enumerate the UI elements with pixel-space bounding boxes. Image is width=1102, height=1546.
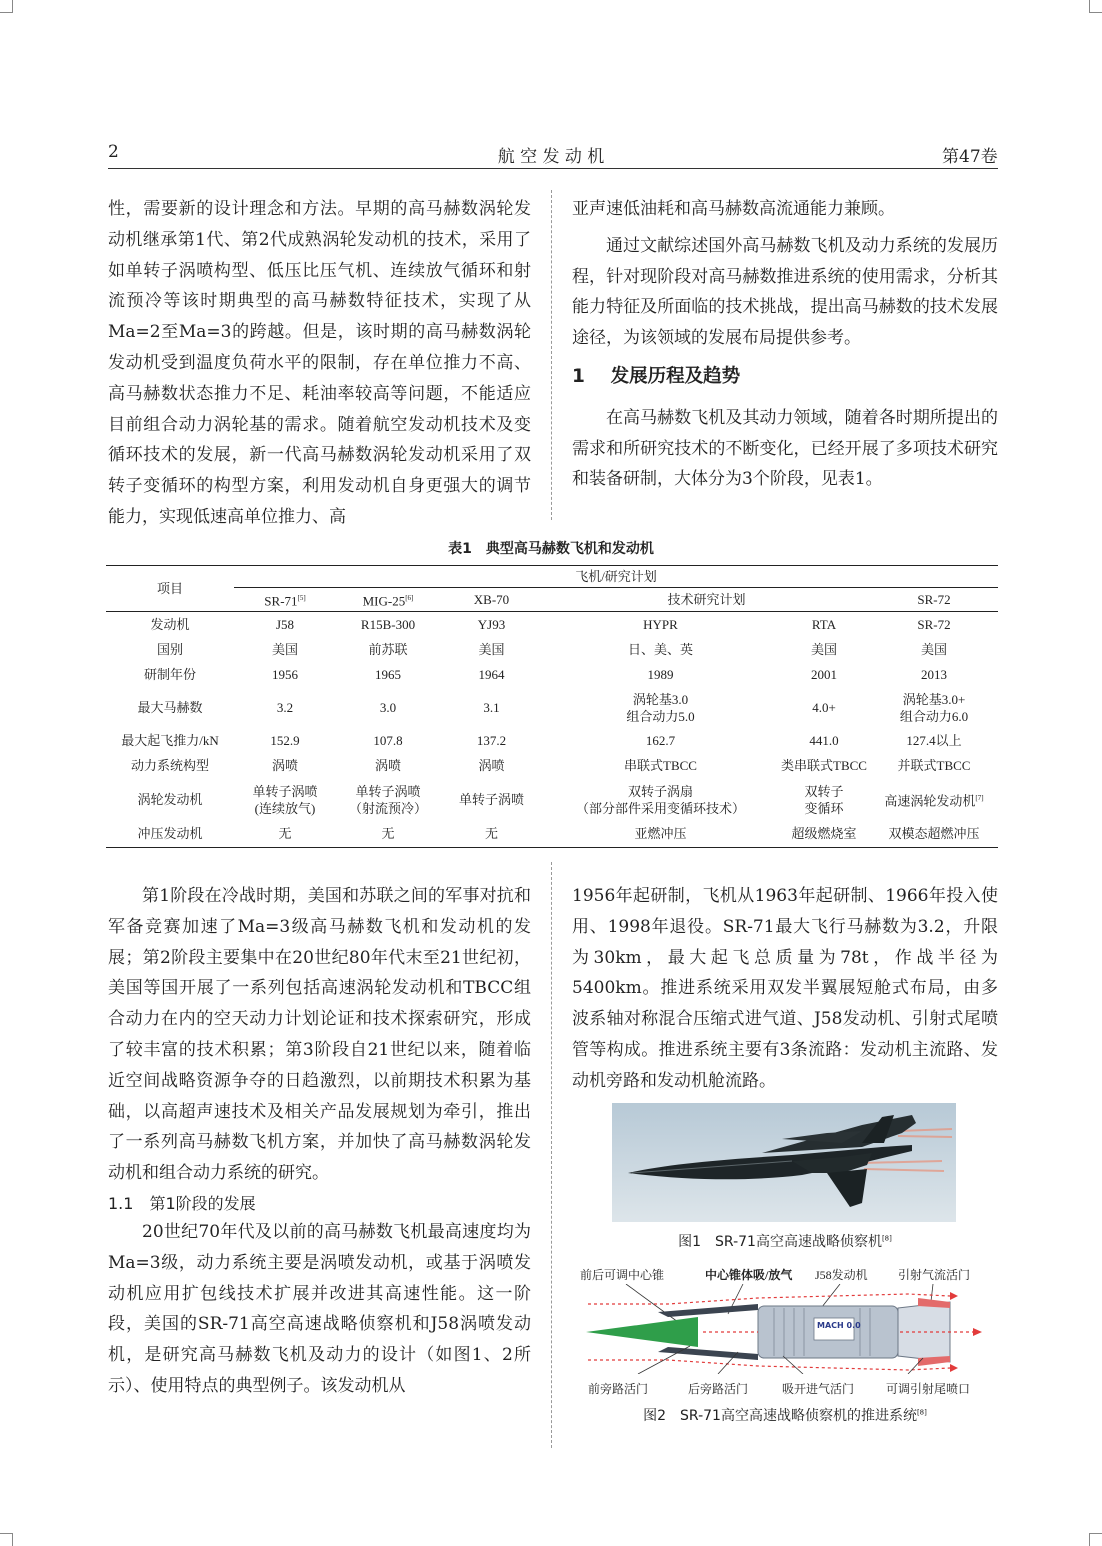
table-cell: 2001: [811, 667, 837, 682]
paragraph: 在高马赫数飞机及其动力领域，随着各时期所提出的需求和所研究技术的不断变化，已经开展了多项技术研究和装备研制，大体分为3个阶段，见表1。: [572, 407, 998, 490]
page-number: 2: [108, 142, 119, 162]
table-cell: 涡轮基3.0+ 组合动力6.0: [899, 691, 969, 724]
table-cell: 162.7: [645, 732, 676, 748]
table-cell: 涡喷: [271, 758, 298, 773]
table-row: [106, 753, 998, 779]
table-1: [106, 565, 998, 848]
table-cell: 双模态超燃冲压: [870, 821, 998, 848]
subsection-heading: 1.1 第1阶段的发展: [108, 1193, 256, 1213]
table-row: [106, 638, 998, 662]
table-row: [106, 728, 998, 753]
journal-title: 航 空 发 动 机: [497, 147, 605, 167]
table-header-group: 飞机/研究计划: [234, 566, 998, 588]
table-cell: RTA: [811, 617, 837, 633]
table-cell: 无: [234, 821, 336, 848]
table-header-sr72: SR-72: [870, 588, 998, 612]
label-rear-bypass: 后旁路活门: [688, 1382, 749, 1396]
table-cell: 涡喷: [374, 758, 401, 773]
table-header-item: 项目: [106, 566, 234, 612]
table-row-label: 最大马赫数: [137, 700, 203, 715]
table-row-label: 国别: [156, 642, 183, 657]
table-cell: 日、美、英: [627, 642, 693, 657]
table-cell: 涡喷: [478, 758, 505, 773]
table-cell: 2013: [921, 667, 947, 682]
crop-mark-bottom-left: [0, 1533, 13, 1546]
table-cell: 超级燃烧室: [778, 821, 870, 848]
section-heading: [572, 362, 998, 393]
label-front-rear-spike: 前后可调中心锥: [580, 1268, 665, 1282]
table-cell: 单转子涡喷 （射流预冷）: [348, 783, 427, 816]
table-cell: 美国: [478, 642, 505, 657]
figure-1-photo: [612, 1103, 956, 1222]
crop-mark-bottom-right: [1089, 1533, 1102, 1546]
table-cell: 441.0: [809, 732, 839, 748]
table-cell: 美国: [810, 642, 837, 657]
left-column-bottom: [108, 881, 531, 1402]
table-cell: 亚燃冲压: [543, 821, 778, 848]
label-suck-in-door: 吸开进气活门: [782, 1382, 855, 1396]
figure-2-caption: 图2 SR-71高空高速战略侦察机的推进系统[8]: [643, 1408, 927, 1424]
column-separator: [551, 190, 552, 520]
table-row: [106, 779, 998, 821]
table-cell: 高速涡轮发动机[7]: [884, 793, 984, 809]
paragraph: 性，需要新的设计理念和方法。早期的高马赫数涡轮发动机继承第1代、第2代成熟涡轮发动机的技术，采用了如单转子涡喷构型、低压比压气机、连续放气循环和射流预冷等该时期典型的高马赫数特征技术，实现了从Ma=2至Ma=3的跨越。但是，该时期的高马赫数涡轮发动机受到温度负荷水平的限制，存在单位推力不高、高马赫数状态推力不足、耗油率较高等问题，不能适应目前组合动力涡轮基的需求。随着航空发动机技术及变循环技术的发展，新一代高马赫数涡轮发动机采用了双转子变循环的构型方案，利用发动机自身更强大的调节能力，实现低速高单位推力、高: [108, 199, 531, 527]
right-column-top: [572, 194, 998, 495]
left-column-top: [108, 194, 531, 533]
label-ejector-nozzle: 可调引射尾喷口: [886, 1382, 971, 1396]
table-cell: 3.1: [483, 700, 500, 715]
table-row: [106, 688, 998, 728]
crop-mark-top-left: [0, 0, 13, 13]
volume-label: 第47卷: [942, 147, 998, 167]
table-cell: 1965: [375, 667, 401, 682]
table-cell: 1964: [478, 667, 505, 682]
table-cell: 4.0+: [812, 700, 836, 715]
table-caption: 表1 典型高马赫数飞机和发动机: [448, 541, 654, 557]
table-cell: 类串联式TBCC: [781, 758, 867, 773]
table-row: [106, 662, 998, 688]
table-cell: 前苏联: [368, 642, 408, 657]
table-cell: 美国: [920, 642, 947, 657]
table-row: [106, 612, 998, 638]
section-number: 1: [572, 365, 585, 387]
table-cell: 涡轮基3.0 组合动力5.0: [626, 691, 695, 724]
table-cell: 3.0: [379, 700, 397, 715]
table-header-sr71: SR-71[5]: [234, 588, 336, 612]
table-row-label: 最大起飞推力/kN: [121, 732, 219, 748]
figure-2-diagram: [578, 1260, 998, 1400]
table-cell: J58: [275, 617, 295, 633]
label-front-bypass: 前旁路活门: [588, 1382, 649, 1396]
paragraph: 第1阶段在冷战时期，美国和苏联之间的军事对抗和军备竞赛加速了Ma=3级高马赫数飞机和发动机的发展；第2阶段主要集中在20世纪80年代末至21世纪初，美国等国开展了一系列包括高速涡轮发动机和TBCC组合动力在内的空天动力计划论证和技术探索研究，形成了较丰富的技术积累；第3阶段自21世纪以来，随着临近空间战略资源争夺的日趋激烈，以前期技术积累为基础，以高超声速技术及相关产品发展规划为牵引，推出了一系列高马赫数飞机方案，并加快了高马赫数涡轮发动机和组合动力系统的研究。: [108, 886, 531, 1184]
table-cell: 107.8: [373, 732, 403, 748]
table-cell: 串联式TBCC: [624, 758, 697, 773]
label-ejector-door: 引射气流活门: [898, 1268, 971, 1282]
table-cell: 美国: [271, 642, 298, 657]
label-j58-engine: J58发动机: [815, 1268, 868, 1282]
table-cell: R15B-300: [360, 617, 416, 633]
paragraph: 1956年起研制，飞机从1963年起研制、1966年投入使用、1998年退役。SR-71最大飞行马赫数为3.2，升限为30km，最大起飞总质量为78t，作战半径为5400km。推进系统采用双发半翼展短舱式布局，由多波系轴对称混合压缩式进气道、J58发动机、引射式尾喷管等构成。推进系统主要有3条流路：发动机主流路、发动机旁路和发动机舱流路。: [572, 886, 998, 1091]
table-cell: 双转子 变循环: [804, 783, 844, 816]
paragraph: 亚声速低油耗和高马赫数高流通能力兼顾。: [572, 199, 895, 219]
table-header-tech: 技术研究计划: [543, 588, 870, 612]
table-cell: YJ93: [477, 617, 506, 633]
table-cell: 127.4以上: [906, 732, 962, 748]
table-row: [106, 821, 998, 848]
engine-mach-readout: MACH 0.0: [817, 1321, 861, 1330]
table-cell: 1989: [647, 667, 674, 682]
right-column-bottom: [572, 881, 998, 1097]
table-cell: 单转子涡喷 (连续放气): [252, 783, 318, 816]
table-row-label: 发动机: [150, 617, 190, 633]
paragraph: 20世纪70年代及以前的高马赫数飞机最高速度均为Ma=3级，动力系统主要是涡喷发动机，或基于涡喷发动机应用扩包线技术扩展并改进其高速性能。这一阶段，美国的SR-71高空高速战略侦察机和J58涡喷发动机，是研究高马赫数飞机及动力的设计（如图1、2所示）、使用特点的典型例子。该发动机从: [108, 1221, 531, 1396]
table-row-label: 研制年份: [143, 667, 196, 682]
table-cell: 1956: [272, 667, 298, 682]
table-row-label: 冲压发动机: [106, 821, 234, 848]
table-header-mig25: MIG-25[6]: [336, 588, 440, 612]
crop-mark-top-right: [1089, 0, 1102, 13]
figure-1-caption: 图1 SR-71高空高速战略侦察机[8]: [678, 1234, 892, 1250]
table-row-label: 涡轮发动机: [137, 792, 203, 807]
section-title: 发展历程及趋势: [610, 365, 741, 387]
table-cell: 无: [440, 821, 543, 848]
table-cell: 137.2: [476, 732, 507, 748]
table-cell: 无: [336, 821, 440, 848]
table-cell: 152.9: [270, 732, 300, 748]
table-row-label: 动力系统构型: [130, 758, 209, 773]
table-cell: 并联式TBCC: [897, 758, 971, 773]
table-cell: SR-72: [917, 617, 951, 633]
table-header-xb70: XB-70: [440, 588, 543, 612]
paragraph: 通过文献综述国外高马赫数飞机及动力系统的发展历程，针对现阶段对高马赫数推进系统的使用需求，分析其能力特征及所面临的技术挑战，提出高马赫数的技术发展途径，为该领域的发展布局提供参考。: [572, 235, 998, 349]
column-separator: [551, 862, 552, 1448]
table-cell: HYPR: [643, 617, 678, 633]
table-cell: 单转子涡喷: [458, 792, 524, 807]
table-cell: 3.2: [276, 700, 294, 715]
table-cell: 双转子涡扇 （部分部件采用变循环技术）: [575, 783, 745, 816]
header-rule: [108, 168, 998, 169]
label-spike-bleed: 中心锥体吸/放气: [705, 1268, 793, 1282]
